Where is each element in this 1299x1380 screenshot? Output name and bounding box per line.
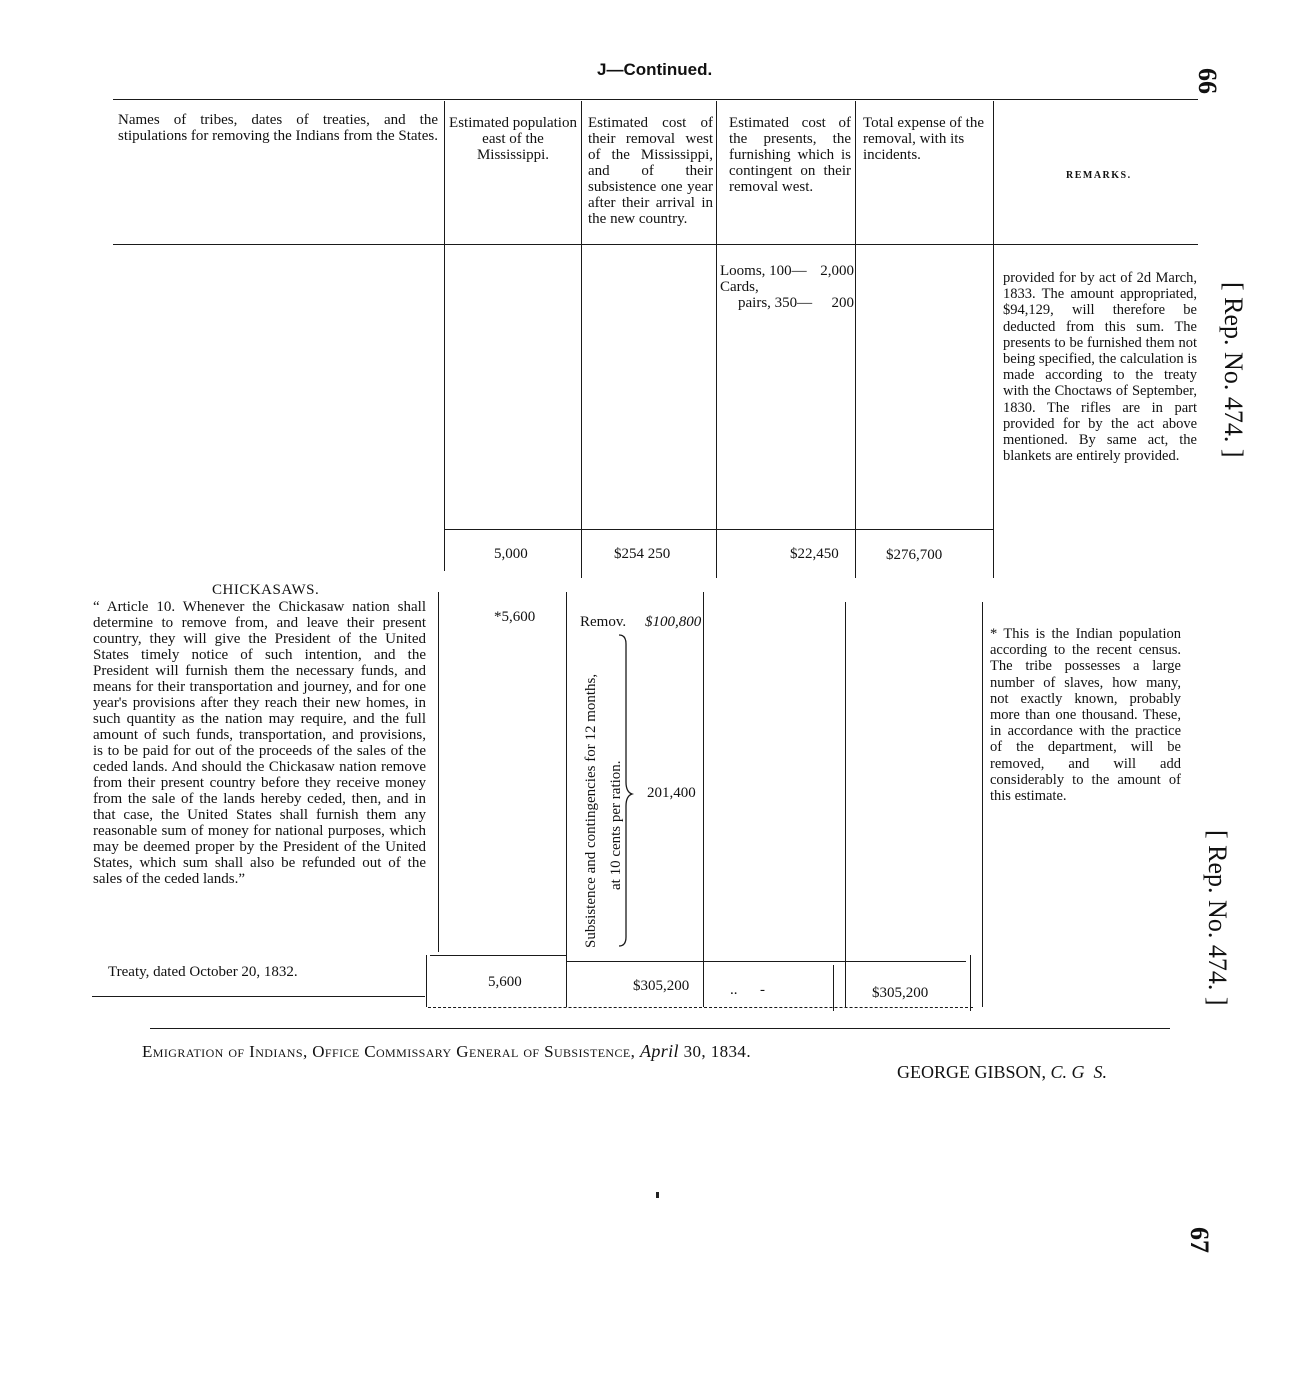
chickasaws-treaty-date: Treaty, dated October 20, 1832. — [108, 964, 298, 980]
header-bottom-rule — [113, 244, 1198, 245]
lower-column-rule-1 — [438, 592, 439, 952]
presents-item: Cards, — [720, 279, 759, 295]
column-rule-2 — [581, 101, 582, 578]
header-names: Names of tribes, dates of treaties, and the stipulations for removing the Indians from the States. — [118, 112, 438, 144]
side-label-top: [ Rep. No. 474. ] — [1219, 282, 1248, 458]
chickasaws-heading: CHICKASAWS. — [212, 582, 320, 598]
upper-total-removal-cost: $254 250 — [614, 546, 671, 562]
chickasaws-total-removal-cost: $305,200 — [633, 978, 690, 994]
lower-total-rule-a — [430, 955, 566, 956]
subsistence-label-2: at 10 cents per ration. — [608, 760, 624, 890]
footer-rule — [150, 1028, 1170, 1029]
upper-total-rule — [445, 529, 993, 530]
lower-column-rule-4b — [833, 965, 834, 1011]
side-label-bottom: [ Rep. No. 474. ] — [1203, 830, 1232, 1006]
footer-office-line: Emigration of Indians, Office Commissary General of Subsistence, April 30, 1834. — [142, 1041, 751, 1061]
lower-text-bottom-rule — [92, 996, 425, 997]
header-total-expense: Total expense of the removal, with its incidents. — [863, 115, 984, 163]
lower-column-rule-1b — [426, 955, 427, 1007]
subsistence-label-1: Subsistence and contingencies for 12 months, — [583, 673, 599, 948]
column-rule-1 — [444, 101, 445, 571]
presents-items-list — [720, 263, 854, 311]
presents-item: pairs, 350— 200 — [738, 295, 854, 311]
header-removal-cost: Estimated cost of their removal west of the Mississippi, and of their subsistence one year after their arrival in the new country. — [588, 115, 713, 227]
lower-column-rule-5b — [970, 955, 971, 1011]
chickasaws-population: *5,600 — [494, 609, 536, 625]
lower-column-rule-2 — [566, 592, 567, 1007]
lower-table-bottom-rule — [428, 1007, 973, 1008]
upper-total-population: 5,000 — [494, 546, 528, 562]
chickasaws-total-expense: $305,200 — [872, 985, 929, 1001]
subsistence-brace — [616, 632, 636, 950]
upper-total-presents-cost: $22,450 — [790, 546, 839, 562]
table-top-rule — [113, 99, 1198, 100]
chickasaws-remarks: * This is the Indian population according to the recent census. The tribe possesses a large number of slaves, how many, not exactly known, probably more than one thousand. These, in accordance with the practice of the department, will be removed, and will add considerably to the amount of this estimate. — [990, 626, 1181, 805]
stray-mark — [656, 1192, 659, 1198]
chickasaws-total-population: 5,600 — [488, 974, 522, 990]
chickasaws-removal-value: $100,800 — [645, 614, 702, 630]
chickasaws-total-presents-cost: .. - — [730, 982, 765, 998]
running-title: J—Continued. — [597, 60, 713, 79]
presents-item: Looms, 100— 2,000 — [720, 263, 854, 279]
column-rule-3 — [716, 101, 717, 578]
upper-total-expense: $276,700 — [886, 547, 943, 563]
lower-column-rule-5 — [982, 602, 983, 1007]
page-number-top: 66 — [1193, 68, 1222, 94]
column-rule-5 — [993, 101, 994, 578]
upper-remarks: provided for by act of 2d March, 1833. The amount appropriated, $94,129, will therefore be deducted from this sum. The presents to be furnished them not being specified, the calculation is made according to the treaty with the Choctaws of September, 1830. The rifles are in part provided for by the act above mentioned. By same act, the blankets are entirely provided. — [1003, 270, 1197, 465]
subsistence-value: 201,400 — [647, 785, 696, 801]
chickasaws-article-text: “ Article 10. Whenever the Chickasaw nation shall determine to remove from, and leave their present country, they will give the President of the United States timely notice of such intention, and the President will furnish them the necessary funds, and means for their transportation and journey, and for one year's provisions after they reach their new homes, in such quantity as the nation may require, and the full amount of such funds, transportation, and provisions, is to be paid for out of the proceeds of the sales of the ceded lands. And should the Chickasaw nation remove from their present country before they receive money from the sale of the lands hereby ceded, then, and in that case, the United States shall furnish them any reasonable sum of money for national purposes, which may be deemed proper by the President of the United States, which sum shall also be refunded out of the sales of the ceded lands.” — [93, 599, 426, 887]
lower-total-rule-b — [566, 961, 966, 962]
header-remarks: REMARKS. — [1066, 170, 1132, 181]
header-population: Estimated population east of the Mississippi. — [449, 115, 577, 163]
signature: GEORGE GIBSON, C. G S. — [897, 1062, 1108, 1082]
header-presents-cost: Estimated cost of the presents, the furnishing which is contingent on their removal west. — [729, 115, 851, 195]
page-number-bottom: 67 — [1185, 1227, 1214, 1253]
chickasaws-removal-label: Remov. — [580, 614, 627, 630]
lower-column-rule-3 — [703, 592, 704, 1007]
lower-column-rule-4 — [845, 602, 846, 1007]
column-rule-4 — [855, 101, 856, 578]
